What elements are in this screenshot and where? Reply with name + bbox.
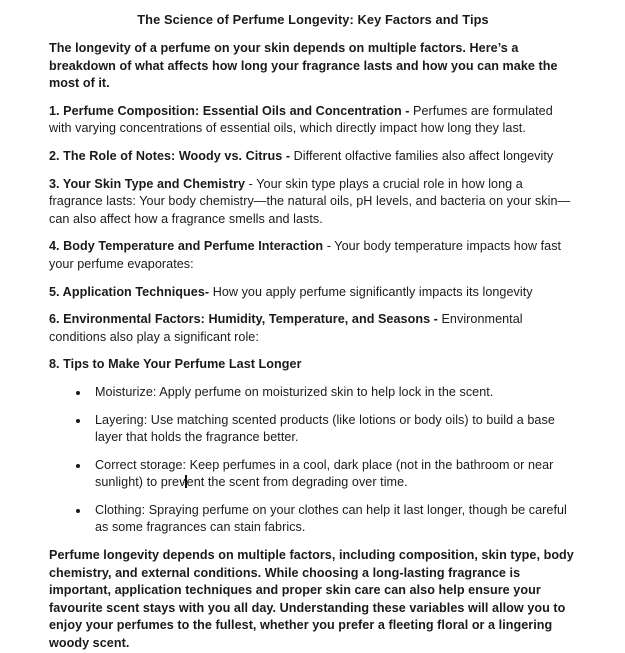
- numbered-item-2: [49, 148, 577, 166]
- tip-text: ent the scent from degrading over time.: [186, 475, 408, 490]
- numbered-item-3-body: - Your skin type plays a crucial role in how long a fragrance lasts: Your body chemistry—the natural oils, pH levels, and bacteria on your skin—can also affect how a fragrance smells and lasts.: [49, 176, 571, 226]
- numbered-item-4-heading: 4. Body Temperature and Perfume Interaction: [49, 239, 324, 254]
- list-item: [90, 412, 577, 447]
- document-title: The Science of Perfume Longevity: Key Factors and Tips: [137, 12, 489, 27]
- tip-text: Correct storage: Keep perfumes in a cool, dark place (not in the bathroom or near sunlight) to prev: [95, 457, 554, 490]
- tip-text: Clothing: Spraying perfume on your clothes can help it last longer, though be careful as some fragrances can stain fabrics.: [95, 502, 567, 535]
- tip-text: Layering: Use matching scented products (like lotions or body oils) to build a base layer that holds the fragrance better.: [95, 412, 555, 445]
- list-item: [90, 502, 577, 537]
- numbered-item-2-heading: 2. The Role of Notes: Woody vs. Citrus -: [49, 148, 291, 163]
- numbered-item-5: [49, 284, 577, 302]
- numbered-item-6-heading: 6. Environmental Factors: Humidity, Temperature, and Seasons -: [49, 312, 438, 327]
- list-item: [90, 384, 577, 402]
- numbered-item-1: [49, 103, 577, 138]
- numbered-item-4-body: - Your body temperature impacts how fast your perfume evaporates:: [49, 239, 562, 271]
- numbered-item-3-heading: 3. Your Skin Type and Chemistry: [49, 176, 246, 191]
- conclusion-paragraph: Perfume longevity depends on multiple factors, including composition, skin type, body chemistry, and external conditions. While choosing a long-lasting fragrance is important, application techniques and proper skin care can also help ensure your favourite scent stays with you all day. Understanding these variables will allow you to enjoy your perfumes to the fullest, whether you prefer a fleeting floral or a lingering woody scent.: [49, 548, 574, 651]
- intro-paragraph: The longevity of a perfume on your skin depends on multiple factors. Here’s a breakdown of what affects how long your fragrance lasts and how you can make the most of it.: [49, 41, 558, 91]
- numbered-item-6: [49, 311, 577, 346]
- numbered-item-3: [49, 176, 577, 229]
- tip-text: Moisturize: Apply perfume on moisturized skin to help lock in the scent.: [95, 384, 494, 399]
- numbered-item-1-heading: 1. Perfume Composition: Essential Oils and Concentration -: [49, 103, 410, 118]
- numbered-item-4: [49, 238, 577, 273]
- numbered-item-6-body: Environmental conditions also play a significant role:: [49, 312, 523, 344]
- tips-list: [49, 384, 577, 537]
- numbered-item-5-body: How you apply perfume significantly impacts its longevity: [209, 284, 533, 299]
- numbered-item-1-body: Perfumes are formulated with varying concentrations of essential oils, which directly impact how long they last.: [49, 103, 553, 136]
- list-item: [90, 457, 577, 492]
- numbered-item-2-body: Different olfactive families also affect longevity: [290, 148, 554, 163]
- tips-heading: 8. Tips to Make Your Perfume Last Longer: [49, 357, 302, 372]
- numbered-item-5-heading: 5. Application Techniques-: [49, 284, 210, 299]
